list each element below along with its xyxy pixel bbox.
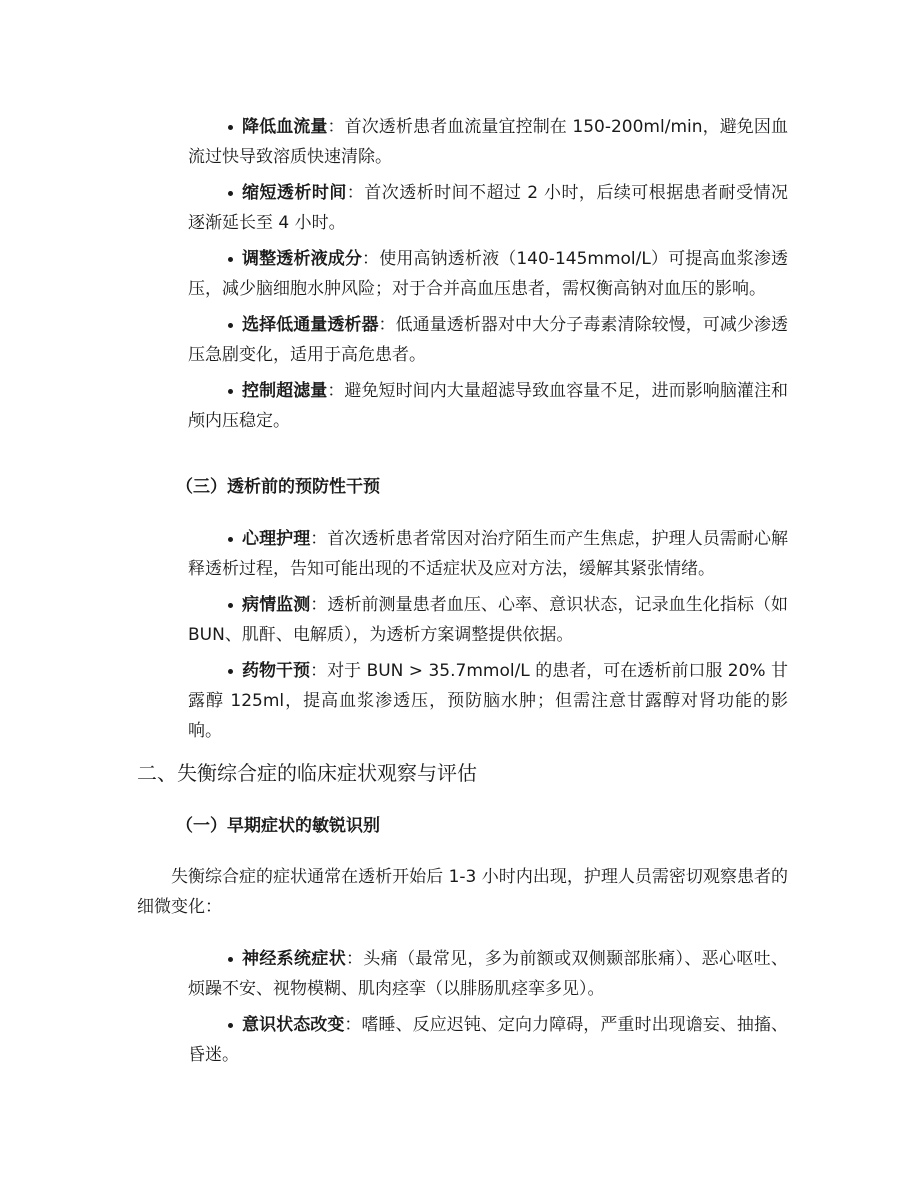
list-item — [188, 524, 788, 584]
list-item-term: 控制超滤量 — [242, 381, 328, 401]
list-item-text: 避免短时间内大量超滤导致血容量不足，进而影响脑灌注和颅内压稳定。 — [188, 381, 789, 431]
section-heading-clinical-observation: 二、失衡综合症的临床症状观察与评估 — [137, 761, 477, 785]
list-item-separator: ： — [327, 381, 345, 401]
list-item — [188, 1010, 788, 1070]
intro-paragraph: 失衡综合症的症状通常在透析开始后 1-3 小时内出现，护理人员需密切观察患者的细微变化： — [137, 867, 788, 917]
list-item-separator: ： — [378, 315, 396, 335]
bullet-dot-icon — [228, 669, 233, 674]
list-item — [188, 944, 788, 1004]
list-item — [188, 178, 788, 238]
subheading-preventive-intervention: （三）透析前的预防性干预 — [176, 477, 380, 497]
list-item-text: 首次透析患者常因对治疗陌生而产生焦虑，护理人员需耐心解释透析过程，告知可能出现的不适症状及应对方法，缓解其紧张情绪。 — [188, 529, 789, 579]
list-item-term: 调整透析液成分 — [242, 249, 363, 269]
bullet-dot-icon — [228, 537, 233, 542]
list-item-text: 对于 BUN > 35.7mmol/L 的患者，可在透析前口服 20% 甘露醇 125ml，提高血浆渗透压，预防脑水肿；但需注意甘露醇对肾功能的影响。 — [188, 661, 789, 741]
bullet-list-preventive-intervention — [188, 524, 788, 752]
subheading-early-symptoms: （一）早期症状的敏锐识别 — [176, 816, 380, 836]
list-item-term: 药物干预 — [242, 661, 311, 681]
list-item-term: 降低血流量 — [242, 117, 328, 137]
list-item-separator: ： — [310, 661, 328, 681]
list-item — [188, 244, 788, 304]
bullet-list-dialysis-adjustments — [188, 112, 788, 442]
bullet-dot-icon — [228, 603, 233, 608]
list-item-text: 首次透析患者血流量宜控制在 150-200ml/min，避免因血流过快导致溶质快速清除。 — [188, 117, 788, 167]
list-item-term: 选择低通量透析器 — [242, 315, 379, 335]
list-item-separator: ： — [310, 595, 328, 615]
list-item-term: 病情监测 — [242, 595, 311, 615]
list-item — [188, 112, 788, 172]
list-item — [188, 376, 788, 436]
list-item-separator: ： — [344, 1015, 362, 1035]
bullet-dot-icon — [228, 957, 233, 962]
list-item-text: 嗜睡、反应迟钝、定向力障碍，严重时出现谵妄、抽搐、昏迷。 — [188, 1015, 789, 1065]
list-item-separator: ： — [346, 949, 364, 969]
list-item-text: 透析前测量患者血压、心率、意识状态，记录血生化指标（如 BUN、肌酐、电解质），为透析方案调整提供依据。 — [188, 595, 789, 645]
bullet-dot-icon — [228, 125, 233, 130]
bullet-dot-icon — [228, 323, 233, 328]
list-item-separator: ： — [346, 183, 365, 203]
list-item-text: 头痛（最常见，多为前额或双侧颞部胀痛）、恶心呕吐、烦躁不安、视物模糊、肌肉痉挛（以腓肠肌痉挛多见）。 — [188, 949, 789, 999]
bullet-dot-icon — [228, 191, 233, 196]
bullet-list-early-symptoms — [188, 944, 788, 1076]
bullet-dot-icon — [228, 1023, 233, 1028]
bullet-dot-icon — [228, 389, 233, 394]
list-item — [188, 590, 788, 650]
list-item-separator: ： — [362, 249, 380, 269]
list-item-term: 意识状态改变 — [242, 1015, 345, 1035]
list-item-text: 使用高钠透析液（140-145mmol/L）可提高血浆渗透压，减少脑细胞水肿风险；对于合并高血压患者，需权衡高钠对血压的影响。 — [188, 249, 789, 299]
list-item-separator: ： — [327, 117, 345, 137]
list-item — [188, 656, 788, 746]
list-item-term: 神经系统症状 — [242, 949, 347, 969]
list-item-text: 低通量透析器对中大分子毒素清除较慢，可减少渗透压急剧变化，适用于高危患者。 — [188, 315, 789, 365]
list-item-separator: ： — [310, 529, 328, 549]
bullet-dot-icon — [228, 257, 233, 262]
list-item-term: 缩短透析时间 — [242, 183, 347, 203]
list-item-text: 首次透析时间不超过 2 小时，后续可根据患者耐受情况逐渐延长至 4 小时。 — [188, 183, 789, 233]
list-item — [188, 310, 788, 370]
list-item-term: 心理护理 — [242, 529, 311, 549]
